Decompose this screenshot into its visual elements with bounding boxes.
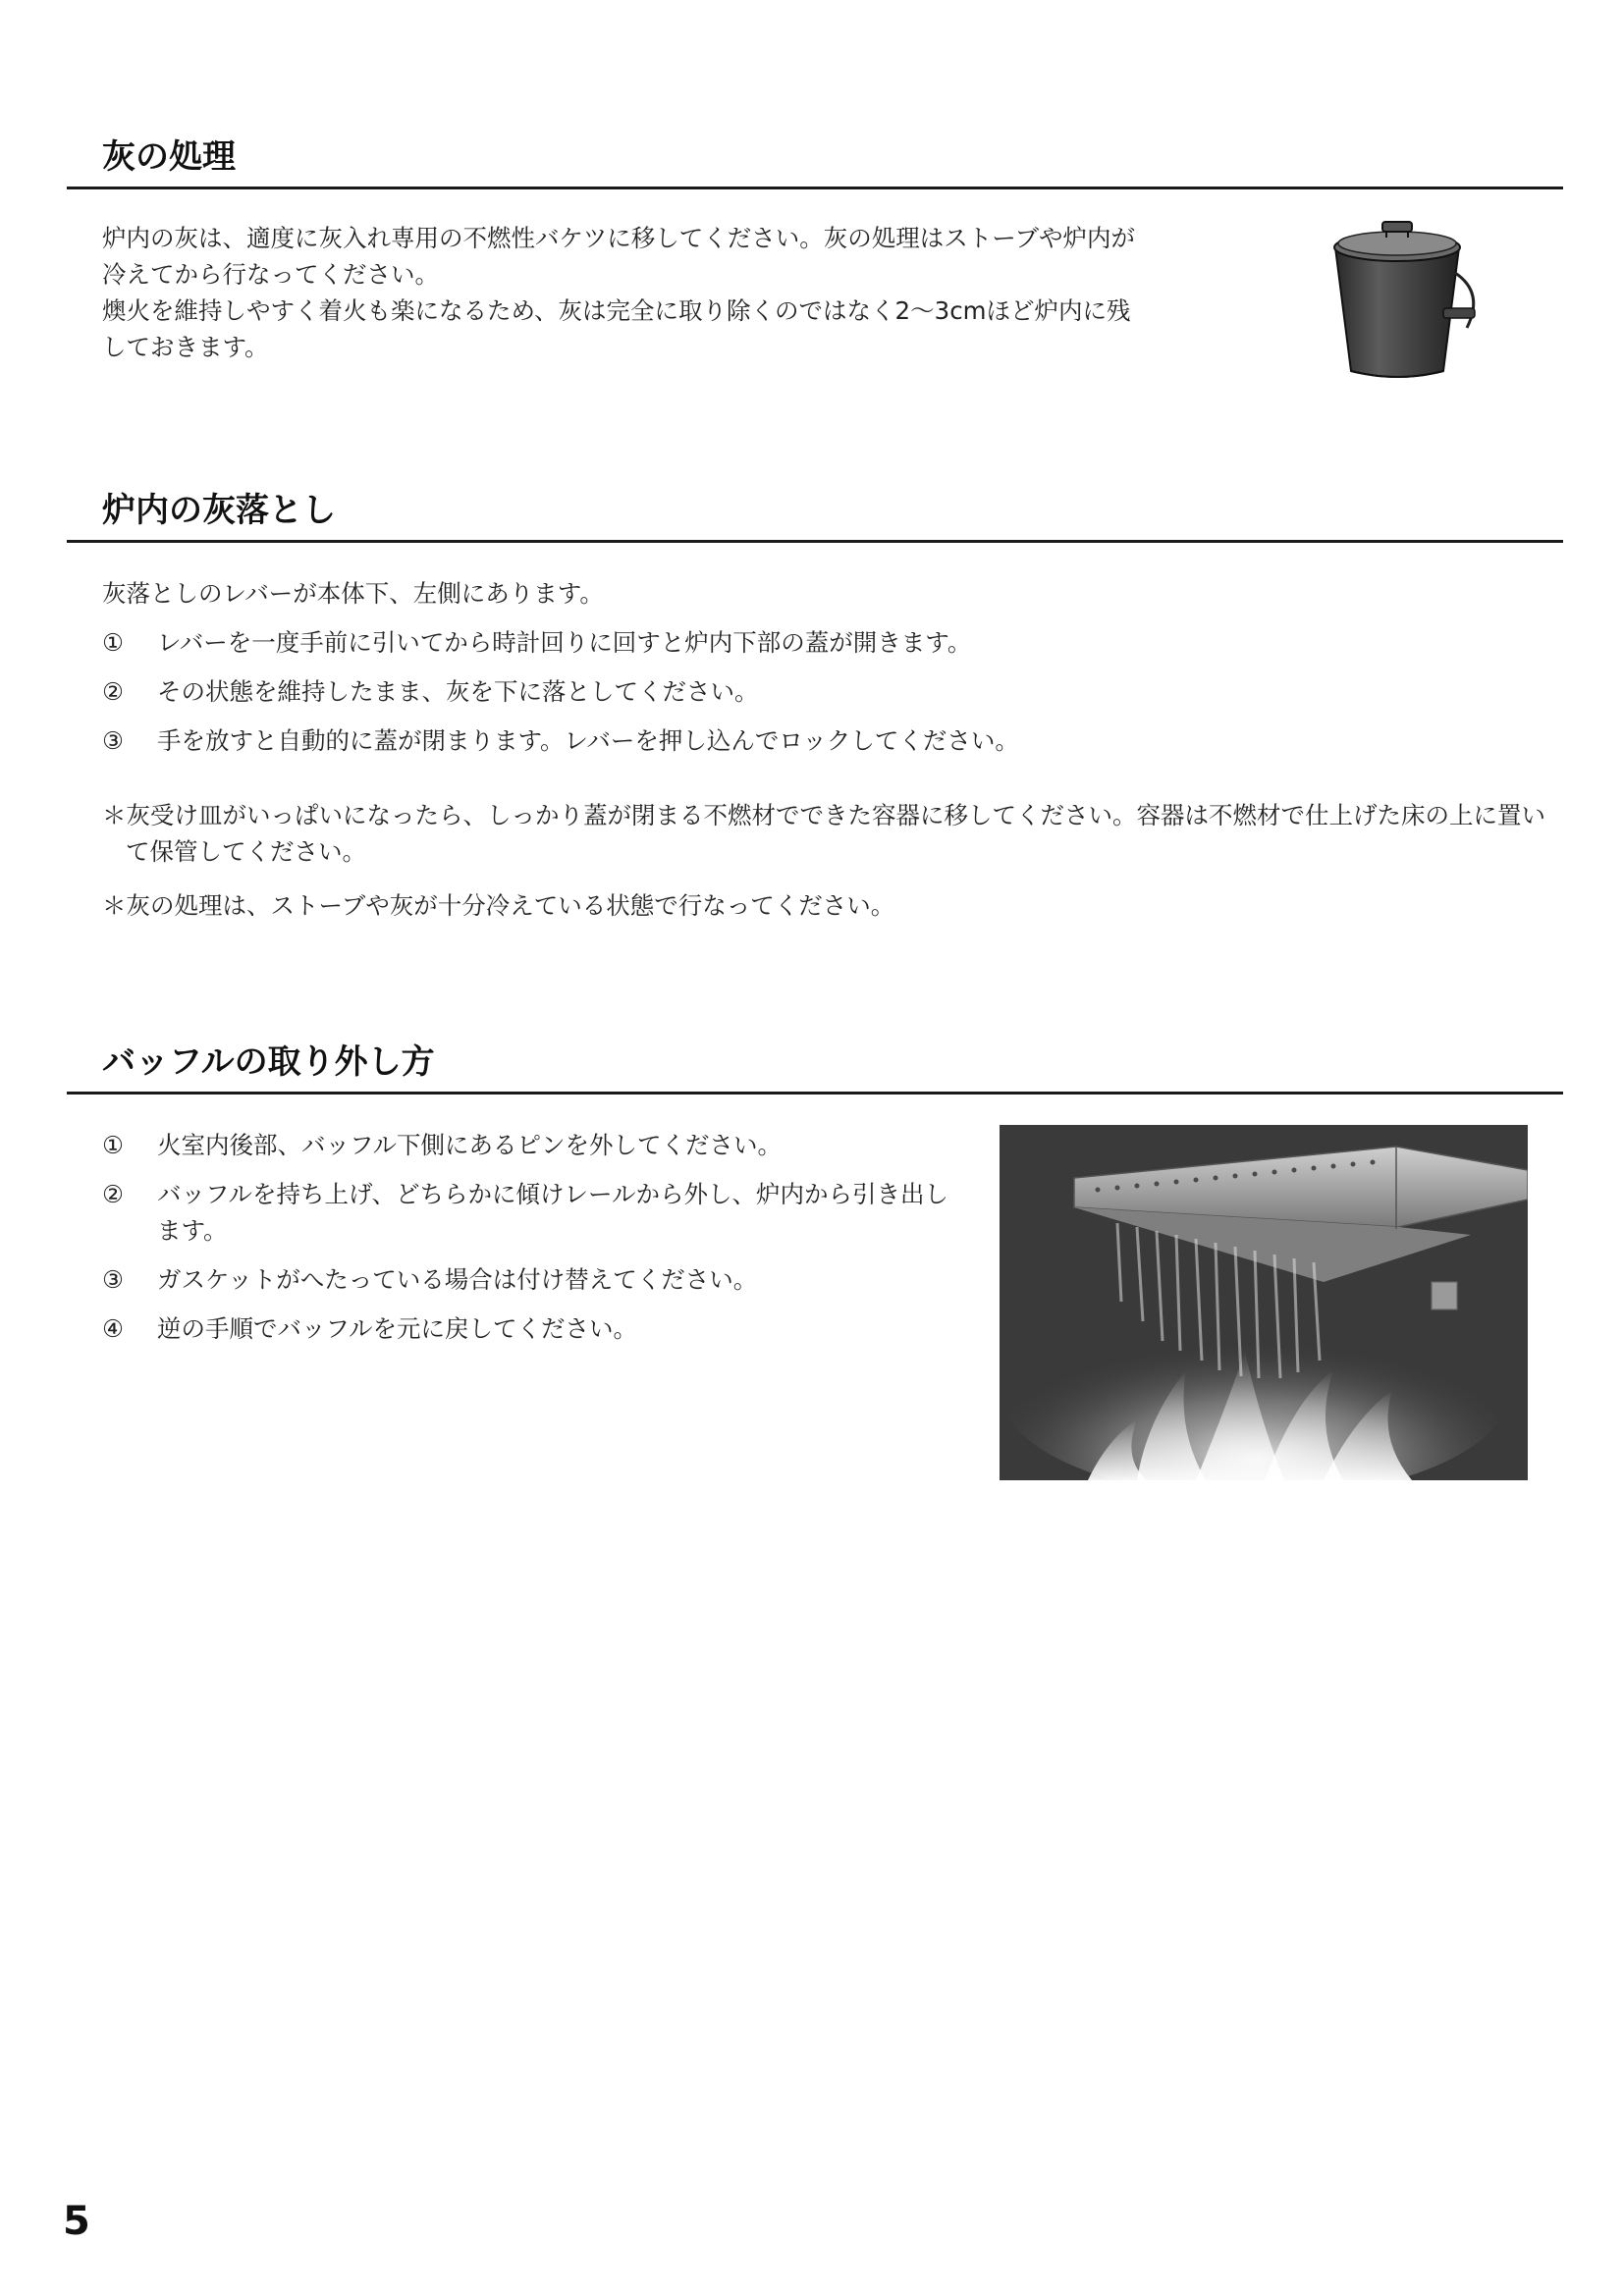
- step-number: ①: [102, 628, 124, 657]
- baffle-steps: [102, 1127, 966, 1360]
- step-text: 逆の手順でバッフルを元に戻してください。: [157, 1314, 638, 1343]
- section-title-baffle: バッフルの取り外し方: [102, 1042, 435, 1082]
- step-text: バッフルを持ち上げ、どちらかに傾けレールから外し、炉内から引き出します。: [157, 1180, 949, 1245]
- list-item: [102, 722, 1536, 759]
- section-divider: [67, 1092, 1563, 1095]
- step-text: 手を放すと自動的に蓋が閉まります。レバーを押し込んでロックしてください。: [157, 726, 1019, 755]
- ash-line: しておきます。: [102, 333, 269, 361]
- section-title-ash-drop: 炉内の灰落とし: [102, 491, 336, 530]
- ash-line: 燠火を維持しやすく着火も楽になるため、灰は完全に取り除くのではなく2〜3cmほど炉内に残: [102, 296, 1131, 325]
- ash-bucket-image: [1322, 204, 1487, 383]
- section-divider: [67, 187, 1563, 189]
- ash-drop-steps: [102, 624, 1536, 772]
- step-number: ①: [102, 1131, 124, 1159]
- step-number: ②: [102, 1180, 124, 1208]
- step-number: ④: [102, 1314, 124, 1343]
- step-number: ③: [102, 1265, 124, 1294]
- ash-drop-note: ＊灰の処理は、ストーブや灰が十分冷えている状態で行なってください。: [102, 891, 895, 920]
- list-item: [102, 624, 1536, 661]
- step-text: 火室内後部、バッフル下側にあるピンを外してください。: [157, 1131, 783, 1159]
- list-item: [102, 1176, 966, 1249]
- step-text: レバーを一度手前に引いてから時計回りに回すと炉内下部の蓋が開きます。: [157, 628, 972, 657]
- step-text: ガスケットがへたっている場合は付け替えてください。: [157, 1265, 758, 1294]
- list-item: [102, 1261, 966, 1298]
- step-text: その状態を維持したまま、灰を下に落としてください。: [157, 677, 759, 706]
- ash-drop-note: ＊灰受け皿がいっぱいになったら、しっかり蓋が閉まる不燃材でできた容器に移してください。容器は不燃材で仕上げた床の上に置いて保管してください。: [102, 801, 1545, 866]
- ash-drop-intro: 灰落としのレバーが本体下、左側にあります。: [102, 579, 604, 608]
- ash-line: 炉内の灰は、適度に灰入れ専用の不燃性バケツに移してください。灰の処理はストーブや炉内が: [102, 224, 1136, 252]
- ash-paragraph: [102, 220, 1320, 365]
- page-number: 5: [63, 2199, 90, 2244]
- ash-line: 冷えてから行なってください。: [102, 260, 439, 289]
- section-divider: [67, 540, 1563, 543]
- list-item: [102, 1310, 966, 1347]
- section-title-ash: 灰の処理: [102, 137, 236, 177]
- step-number: ③: [102, 726, 124, 755]
- baffle-fire-image: [1000, 1125, 1528, 1480]
- step-number: ②: [102, 677, 124, 706]
- list-item: [102, 673, 1536, 710]
- list-item: [102, 1127, 966, 1163]
